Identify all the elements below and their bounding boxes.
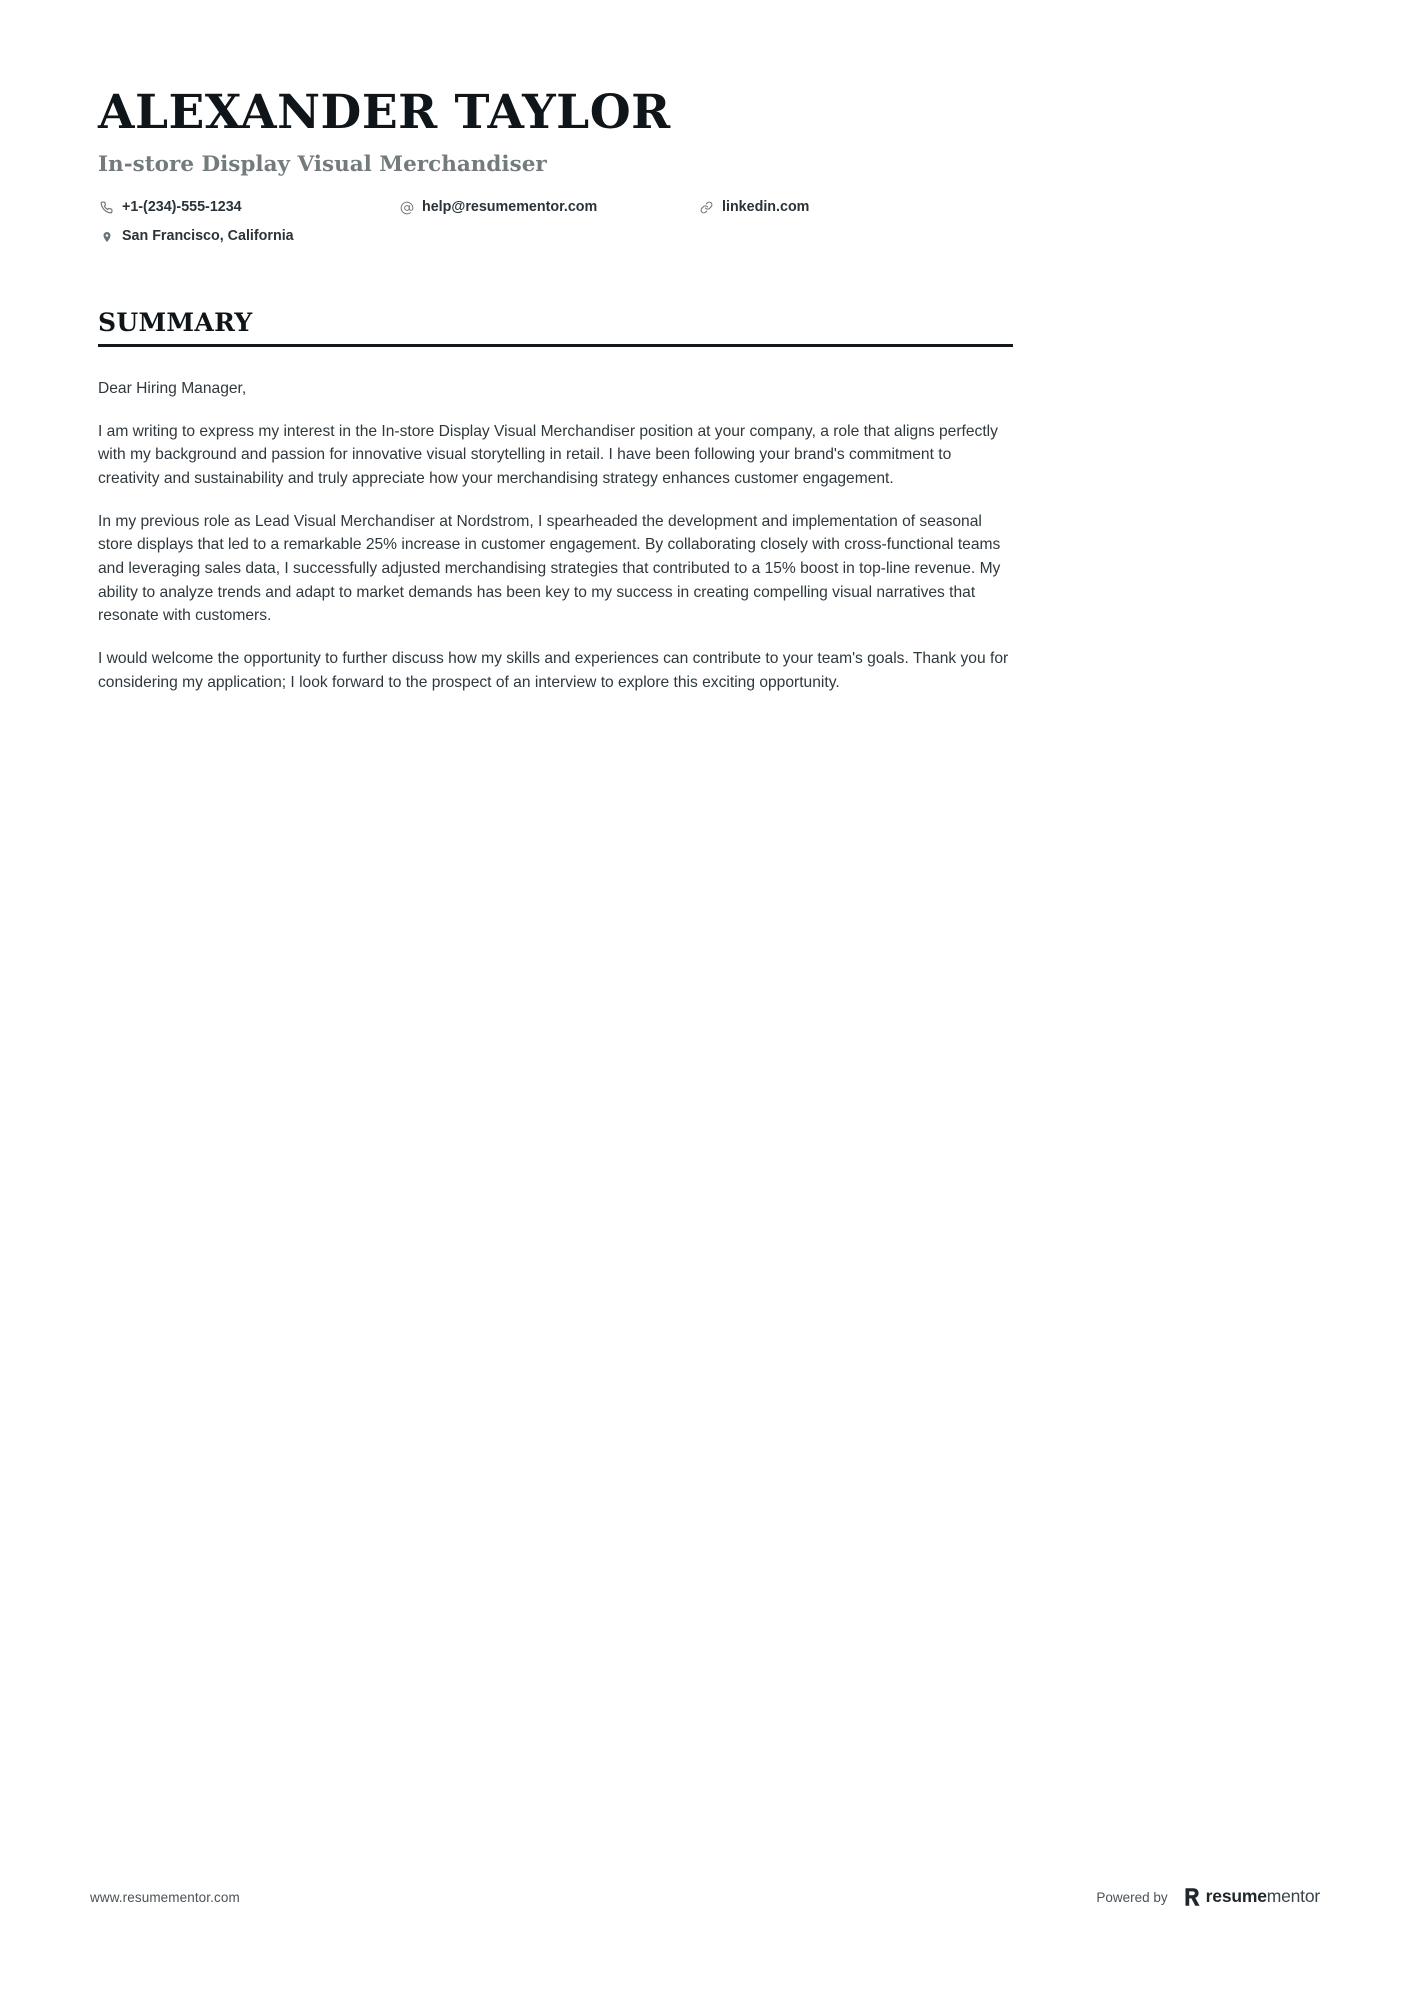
section-heading-summary: SUMMARY <box>98 307 253 337</box>
section-divider <box>98 344 1013 347</box>
document-content <box>98 0 1013 695</box>
contact-row-primary <box>98 197 858 218</box>
header <box>98 0 1013 248</box>
contact-location-value: San Francisco, California <box>122 228 294 245</box>
summary-paragraph-3: I would welcome the opportunity to further discuss how my skills and experiences can contribute to your team's goals. Thank you for considering my application; I look forward to the prospect of an interview to explore this exciting opportunity. <box>98 650 1009 691</box>
contact-details <box>98 197 858 248</box>
summary-section <box>98 307 1013 695</box>
resumementor-wordmark <box>1206 1888 1320 1906</box>
contact-phone-value: +1-(234)-555-1234 <box>122 198 242 215</box>
contact-row-secondary <box>98 226 858 247</box>
phone-icon <box>98 200 115 216</box>
contact-email-value: help@resumementor.com <box>422 198 598 215</box>
brand-name-light: mentor <box>1266 1886 1320 1907</box>
summary-body <box>98 377 1013 695</box>
footer-website-url[interactable]: www.resumementor.com <box>90 1889 240 1905</box>
page-title: ALEXANDER TAYLOR <box>98 85 671 140</box>
salutation: Dear Hiring Manager, <box>98 379 247 397</box>
link-icon <box>698 200 715 216</box>
resumementor-mark-icon <box>1184 1887 1201 1907</box>
resumementor-logo[interactable] <box>1184 1887 1320 1907</box>
contact-website[interactable] <box>698 197 858 218</box>
footer-branding <box>1096 1887 1320 1907</box>
contact-phone[interactable] <box>98 197 398 218</box>
map-pin-icon <box>98 229 115 245</box>
page-footer <box>90 1887 1320 1907</box>
brand-name-bold: resume <box>1205 1886 1267 1907</box>
at-sign-icon <box>398 200 415 216</box>
job-title: In-store Display Visual Merchandiser <box>98 152 547 178</box>
contact-website-value: linkedin.com <box>722 198 810 215</box>
contact-email[interactable] <box>398 197 698 218</box>
summary-paragraph-2: In my previous role as Lead Visual Merchandiser at Nordstrom, I spearheaded the development and implementation of seasonal store displays that led to a remarkable 25% increase in customer engagement. By collaborating closely with cross-functional teams and leveraging sales data, I successfully adjusted merchandising strategies that contributed to a 15% boost in top-line revenue. My ability to analyze trends and adapt to market demands has been key to my success in creating compelling visual narratives that resonate with customers. <box>98 512 1001 625</box>
contact-location <box>98 226 398 247</box>
summary-paragraph-1: I am writing to express my interest in the In-store Display Visual Merchandiser position at your company, a role that aligns perfectly with my background and passion for innovative visual storytelling in retail. I have been following your brand's commitment to creativity and sustainability and truly appreciate how your merchandising strategy enhances customer engagement. <box>98 422 998 488</box>
powered-by-label: Powered by <box>1096 1889 1168 1905</box>
